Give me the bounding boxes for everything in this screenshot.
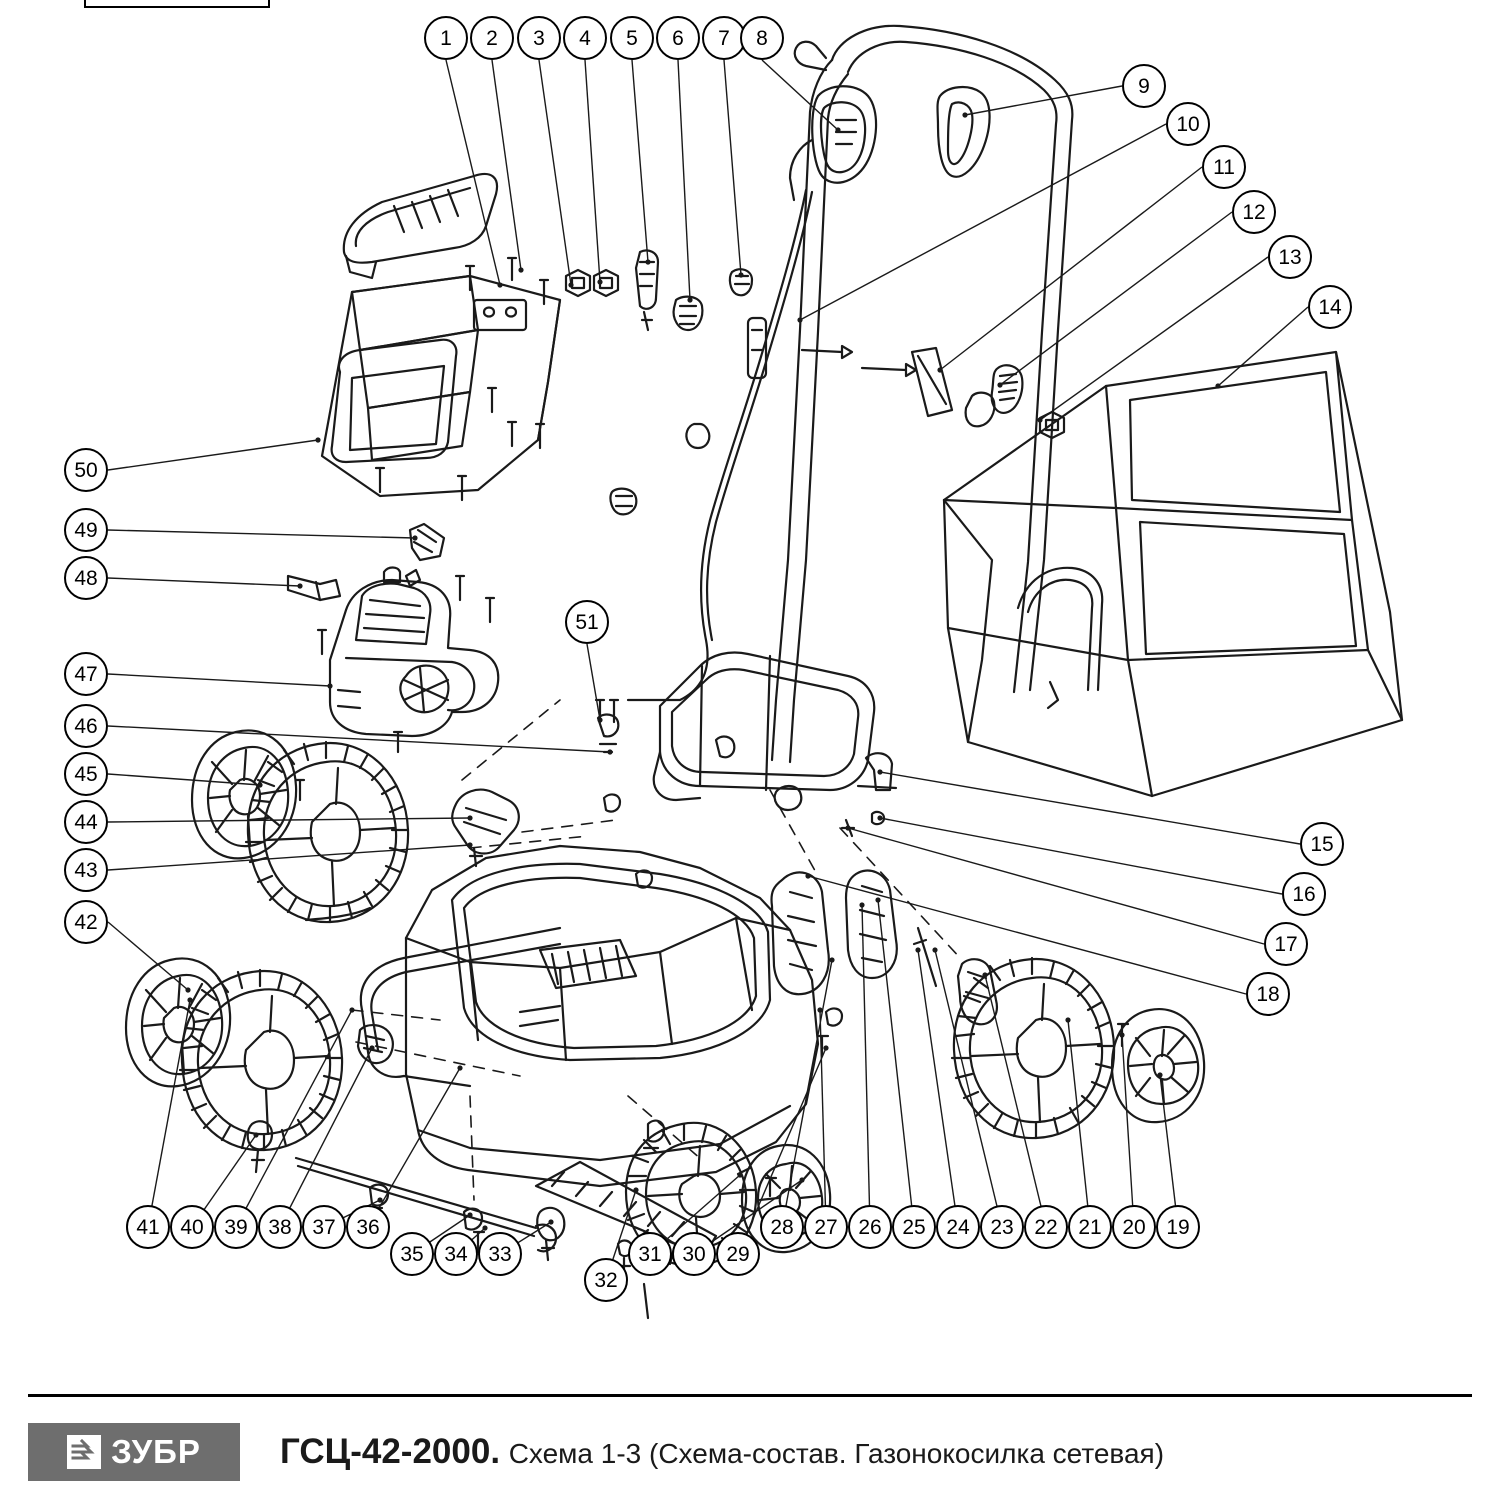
callout-3 [517, 16, 561, 60]
callout-number: 49 [74, 518, 98, 542]
leader-line-43 [108, 845, 470, 870]
callout-16 [1282, 872, 1326, 916]
leader-line-1 [446, 60, 500, 285]
leader-endpoint-14 [1215, 383, 1220, 388]
leader-endpoint-2 [518, 267, 523, 272]
leader-endpoint-19 [1157, 1072, 1162, 1077]
leader-line-4 [585, 60, 600, 282]
callout-number: 39 [224, 1215, 248, 1239]
callout-number: 7 [718, 26, 730, 50]
leader-line-42 [108, 922, 188, 990]
callout-47 [64, 652, 108, 696]
leader-line-46 [108, 726, 610, 752]
callout-number: 8 [756, 26, 768, 50]
model-number: ГСЦ-42-2000. [280, 1432, 501, 1471]
leader-line-9 [965, 86, 1122, 115]
callout-number: 12 [1242, 200, 1266, 224]
callout-number: 28 [770, 1215, 794, 1239]
leader-line-49 [108, 530, 415, 538]
leader-endpoint-3 [568, 282, 573, 287]
diagram-subtitle: Схема 1-3 (Схема-состав. Газонокосилка сетевая) [508, 1438, 1165, 1469]
leader-endpoint-24 [915, 947, 920, 952]
leader-line-25 [878, 900, 914, 1227]
callout-number: 48 [74, 566, 98, 590]
leader-endpoint-1 [497, 282, 502, 287]
leader-line-24 [918, 950, 958, 1227]
callout-number: 35 [400, 1242, 424, 1266]
leader-endpoint-37 [377, 1197, 382, 1202]
callout-number: 14 [1318, 295, 1342, 319]
callout-number: 29 [726, 1242, 750, 1266]
callout-number: 42 [74, 910, 98, 934]
leader-endpoint-31 [737, 1172, 742, 1177]
callout-6 [656, 16, 700, 60]
callout-11 [1202, 145, 1246, 189]
callout-number: 9 [1138, 74, 1150, 98]
callout-26 [848, 1205, 892, 1249]
callout-number: 27 [814, 1215, 838, 1239]
leader-line-16 [880, 818, 1282, 894]
leader-endpoint-46 [607, 749, 612, 754]
leader-line-5 [632, 60, 648, 262]
callout-1 [424, 16, 468, 60]
callout-41 [126, 1205, 170, 1249]
callout-34 [434, 1232, 478, 1276]
leader-endpoint-40 [253, 1132, 258, 1137]
leader-endpoint-42 [185, 987, 190, 992]
leader-line-51 [587, 644, 600, 720]
callout-25 [892, 1205, 936, 1249]
leader-endpoint-35 [467, 1212, 472, 1217]
callout-number: 4 [579, 26, 591, 50]
leader-endpoint-21 [1065, 1017, 1070, 1022]
leader-endpoint-7 [738, 272, 743, 277]
leader-line-2 [492, 60, 521, 270]
callout-number: 17 [1274, 932, 1298, 956]
callout-number: 32 [594, 1268, 618, 1292]
leader-endpoint-6 [687, 297, 692, 302]
callout-37 [302, 1205, 346, 1249]
leader-endpoint-36 [457, 1065, 462, 1070]
leader-line-3 [539, 60, 571, 285]
leader-endpoint-45 [257, 782, 262, 787]
callout-30 [672, 1232, 716, 1276]
callout-43 [64, 848, 108, 892]
callout-number: 5 [626, 26, 638, 50]
callout-number: 50 [74, 458, 98, 482]
leader-endpoint-48 [297, 583, 302, 588]
callout-28 [760, 1205, 804, 1249]
callout-number: 34 [444, 1242, 468, 1266]
leader-endpoint-5 [645, 259, 650, 264]
leader-endpoint-17 [845, 825, 850, 830]
callout-4 [563, 16, 607, 60]
callout-number: 23 [990, 1215, 1014, 1239]
leader-line-22 [985, 975, 1046, 1227]
callout-48 [64, 556, 108, 600]
callout-5 [610, 16, 654, 60]
callout-number: 46 [74, 714, 98, 738]
callout-number: 24 [946, 1215, 970, 1239]
leader-line-27 [820, 1010, 826, 1227]
callout-number: 26 [858, 1215, 882, 1239]
callout-number: 30 [682, 1242, 706, 1266]
callout-23 [980, 1205, 1024, 1249]
callout-number: 20 [1122, 1215, 1146, 1239]
callout-number: 36 [356, 1215, 380, 1239]
leader-line-39 [236, 1010, 352, 1227]
leader-line-15 [880, 772, 1300, 844]
leader-line-38 [280, 1048, 372, 1227]
leader-endpoint-28 [829, 957, 834, 962]
leader-endpoint-30 [799, 1177, 804, 1182]
callout-21 [1068, 1205, 1112, 1249]
callout-50 [64, 448, 108, 492]
callout-10 [1166, 102, 1210, 146]
callout-33 [478, 1232, 522, 1276]
leader-line-20 [1122, 1035, 1134, 1227]
callout-number: 3 [533, 26, 545, 50]
callout-number: 2 [486, 26, 498, 50]
callout-38 [258, 1205, 302, 1249]
leader-endpoint-41 [187, 997, 192, 1002]
leader-line-10 [800, 124, 1166, 320]
callout-number: 43 [74, 858, 98, 882]
leader-line-7 [724, 60, 741, 275]
callout-number: 21 [1078, 1215, 1102, 1239]
callout-32 [584, 1258, 628, 1302]
callout-22 [1024, 1205, 1068, 1249]
callout-46 [64, 704, 108, 748]
brand-name: ЗУБР [111, 1433, 201, 1470]
callout-number: 18 [1256, 982, 1280, 1006]
callout-number: 16 [1292, 882, 1316, 906]
leader-endpoint-43 [467, 842, 472, 847]
leader-endpoint-49 [412, 535, 417, 540]
callout-number: 13 [1278, 245, 1302, 269]
leader-endpoint-12 [997, 382, 1002, 387]
callout-51 [565, 600, 609, 644]
leader-endpoint-4 [597, 279, 602, 284]
callout-number: 1 [440, 26, 452, 50]
leader-line-36 [368, 1068, 460, 1227]
callout-number: 40 [180, 1215, 204, 1239]
callout-number: 38 [268, 1215, 292, 1239]
leader-line-18 [808, 876, 1246, 994]
callout-40 [170, 1205, 214, 1249]
leader-endpoint-16 [877, 815, 882, 820]
callout-15 [1300, 822, 1344, 866]
callout-number: 15 [1310, 832, 1334, 856]
leader-line-44 [108, 818, 470, 822]
callout-45 [64, 752, 108, 796]
callout-number: 11 [1213, 155, 1235, 179]
callout-14 [1308, 285, 1352, 329]
leader-line-21 [1068, 1020, 1090, 1227]
callout-29 [716, 1232, 760, 1276]
leader-line-26 [862, 905, 870, 1227]
leader-line-50 [108, 440, 318, 470]
callout-49 [64, 508, 108, 552]
callout-44 [64, 800, 108, 844]
leader-endpoint-15 [877, 769, 882, 774]
callout-12 [1232, 190, 1276, 234]
callout-13 [1268, 235, 1312, 279]
callout-17 [1264, 922, 1308, 966]
callout-number: 6 [672, 26, 684, 50]
leader-line-48 [108, 578, 300, 586]
leader-endpoint-25 [875, 897, 880, 902]
leader-endpoint-33 [548, 1219, 553, 1224]
leader-endpoint-51 [597, 717, 602, 722]
callout-number: 41 [136, 1215, 160, 1239]
leader-endpoint-39 [349, 1007, 354, 1012]
leader-line-23 [935, 950, 1002, 1227]
callout-19 [1156, 1205, 1200, 1249]
leader-endpoint-32 [633, 1187, 638, 1192]
leader-line-8 [762, 60, 838, 130]
callout-number: 37 [312, 1215, 336, 1239]
leader-line-17 [848, 828, 1264, 944]
callout-27 [804, 1205, 848, 1249]
leader-line-47 [108, 674, 330, 686]
leader-endpoint-18 [805, 873, 810, 878]
leader-endpoint-11 [937, 367, 942, 372]
leader-line-12 [1000, 212, 1232, 385]
leader-endpoint-20 [1119, 1032, 1124, 1037]
leader-endpoint-9 [962, 112, 967, 117]
leader-line-13 [1040, 257, 1268, 420]
callout-31 [628, 1232, 672, 1276]
callout-39 [214, 1205, 258, 1249]
callout-number: 45 [74, 762, 98, 786]
leader-endpoint-23 [932, 947, 937, 952]
callout-number: 33 [488, 1242, 512, 1266]
leader-endpoint-10 [797, 317, 802, 322]
leader-line-6 [678, 60, 690, 300]
callout-number: 10 [1176, 112, 1200, 136]
leader-endpoint-8 [835, 127, 840, 132]
callout-number: 22 [1034, 1215, 1058, 1239]
leader-endpoint-44 [467, 815, 472, 820]
callout-number: 31 [638, 1242, 662, 1266]
callout-number: 47 [74, 662, 98, 686]
callout-number: 19 [1166, 1215, 1190, 1239]
leader-endpoint-38 [369, 1045, 374, 1050]
callout-18 [1246, 972, 1290, 1016]
callout-35 [390, 1232, 434, 1276]
callout-20 [1112, 1205, 1156, 1249]
callout-36 [346, 1205, 390, 1249]
leader-endpoint-34 [482, 1225, 487, 1230]
leader-endpoint-50 [315, 437, 320, 442]
callout-8 [740, 16, 784, 60]
callout-number: 44 [74, 810, 98, 834]
leader-line-11 [940, 167, 1202, 370]
leader-endpoint-22 [982, 972, 987, 977]
leader-endpoint-47 [327, 683, 332, 688]
callout-24 [936, 1205, 980, 1249]
leader-endpoint-26 [859, 902, 864, 907]
callout-number: 25 [902, 1215, 926, 1239]
leader-endpoint-13 [1037, 417, 1042, 422]
leader-line-45 [108, 774, 260, 785]
leader-line-41 [148, 1000, 190, 1227]
leader-line-14 [1218, 307, 1308, 386]
callout-number: 51 [575, 610, 599, 634]
callout-2 [470, 16, 514, 60]
callout-42 [64, 900, 108, 944]
leader-endpoint-29 [823, 1045, 828, 1050]
callout-9 [1122, 64, 1166, 108]
